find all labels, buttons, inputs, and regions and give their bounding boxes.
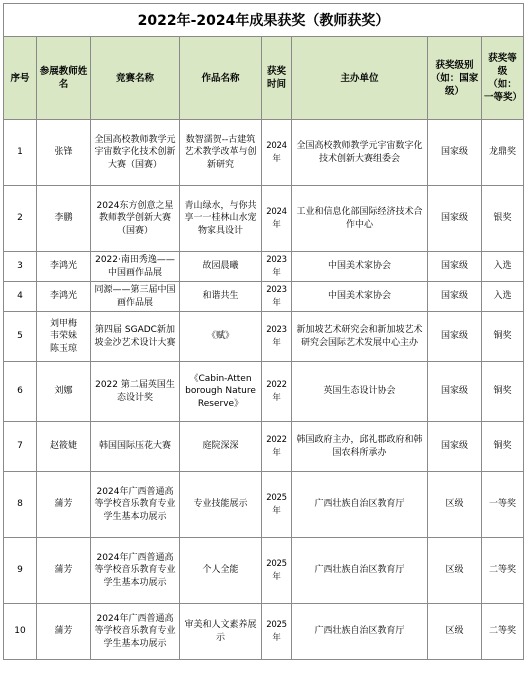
award-year: 2022年 xyxy=(262,362,292,422)
competition-name: 韩国国际压花大赛 xyxy=(91,422,180,472)
competition-name: 2024年广西普通高等学校音乐教育专业学生基本功展示 xyxy=(91,472,180,538)
award-year: 2024年 xyxy=(262,186,292,252)
row-number: 4 xyxy=(4,282,37,312)
award-grade: 二等奖 xyxy=(482,604,524,660)
award-grade: 铜奖 xyxy=(482,422,524,472)
award-level: 国家级 xyxy=(428,186,482,252)
col-header-work: 作品名称 xyxy=(180,37,262,120)
competition-name: 2024年广西普通高等学校音乐教育专业学生基本功展示 xyxy=(91,538,180,604)
award-year: 2025年 xyxy=(262,604,292,660)
competition-name: 2024年广西普通高等学校音乐教育专业学生基本功展示 xyxy=(91,604,180,660)
award-level: 国家级 xyxy=(428,422,482,472)
table-row xyxy=(4,538,524,604)
table-row xyxy=(4,186,524,252)
organizer: 新加坡艺术研究会和新加坡艺术研究会国际艺术发展中心主办 xyxy=(292,312,428,362)
award-grade: 一等奖 xyxy=(482,472,524,538)
organizer: 全国高校教师教学元宇宙数字化技术创新大赛组委会 xyxy=(292,120,428,186)
award-year: 2023年 xyxy=(262,312,292,362)
teacher-name: 李鸿光 xyxy=(37,282,91,312)
table-row xyxy=(4,604,524,660)
organizer: 韩国政府主办，邱礼郡政府和韩国农科所承办 xyxy=(292,422,428,472)
teacher-name: 蒲芳 xyxy=(37,604,91,660)
work-name: 故园晨曦 xyxy=(180,252,262,282)
award-grade: 龙鼎奖 xyxy=(482,120,524,186)
work-name: 个人全能 xyxy=(180,538,262,604)
competition-name: 全国高校教师教学元宇宙数字化技术创新大赛（国赛） xyxy=(91,120,180,186)
work-name: 数智濡贺--古建筑艺术教学改革与创新研究 xyxy=(180,120,262,186)
table-row xyxy=(4,472,524,538)
award-year: 2024年 xyxy=(262,120,292,186)
teacher-name: 李鸿光 xyxy=(37,252,91,282)
competition-name: 2024东方创意之星教师教学创新大赛（国赛） xyxy=(91,186,180,252)
teacher-name: 李鹏 xyxy=(37,186,91,252)
teacher-name: 刘娜 xyxy=(37,362,91,422)
award-grade: 入选 xyxy=(482,252,524,282)
work-name: 《赋》 xyxy=(180,312,262,362)
teacher-name: 张锋 xyxy=(37,120,91,186)
row-number: 2 xyxy=(4,186,37,252)
teacher-name: 蒲芳 xyxy=(37,538,91,604)
competition-name: 2022·南田秀逸——中国画作品展 xyxy=(91,252,180,282)
award-year: 2022年 xyxy=(262,422,292,472)
award-grade: 入选 xyxy=(482,282,524,312)
award-grade: 铜奖 xyxy=(482,312,524,362)
work-name: 青山绿水，与你共享一一桂林山水宠物家具设计 xyxy=(180,186,262,252)
award-level: 国家级 xyxy=(428,282,482,312)
award-grade: 银奖 xyxy=(482,186,524,252)
organizer: 中国美术家协会 xyxy=(292,252,428,282)
organizer: 广西壮族自治区教育厅 xyxy=(292,472,428,538)
table-row xyxy=(4,422,524,472)
work-name: 专业技能展示 xyxy=(180,472,262,538)
col-header-year: 获奖时间 xyxy=(262,37,292,120)
award-level: 区级 xyxy=(428,472,482,538)
work-name: 审美和人文素养展示 xyxy=(180,604,262,660)
organizer: 广西壮族自治区教育厅 xyxy=(292,538,428,604)
table-row xyxy=(4,252,524,282)
row-number: 9 xyxy=(4,538,37,604)
col-header-grade: 获奖等级（如：一等奖） xyxy=(482,37,524,120)
award-level: 国家级 xyxy=(428,362,482,422)
award-level: 国家级 xyxy=(428,252,482,282)
table-row xyxy=(4,312,524,362)
header-row xyxy=(4,37,524,120)
col-header-teacher: 参展教师姓名 xyxy=(37,37,91,120)
teacher-name: 蒲芳 xyxy=(37,472,91,538)
teacher-name: 刘甲梅 韦荣妹 陈玉琼 xyxy=(37,312,91,362)
award-year: 2023年 xyxy=(262,252,292,282)
award-year: 2025年 xyxy=(262,472,292,538)
table-title: 2022年-2024年成果获奖（教师获奖） xyxy=(4,4,524,37)
table-row xyxy=(4,120,524,186)
organizer: 工业和信息化部国际经济技术合作中心 xyxy=(292,186,428,252)
row-number: 10 xyxy=(4,604,37,660)
award-level: 区级 xyxy=(428,604,482,660)
award-level: 区级 xyxy=(428,538,482,604)
award-level: 国家级 xyxy=(428,312,482,362)
teacher-name: 赵筱婕 xyxy=(37,422,91,472)
row-number: 1 xyxy=(4,120,37,186)
competition-name: 同源——第三届中国画作品展 xyxy=(91,282,180,312)
col-header-no: 序号 xyxy=(4,37,37,120)
organizer: 广西壮族自治区教育厅 xyxy=(292,604,428,660)
row-number: 6 xyxy=(4,362,37,422)
competition-name: 第四届 SGADC新加坡金沙艺术设计大赛 xyxy=(91,312,180,362)
organizer: 中国美术家协会 xyxy=(292,282,428,312)
col-header-level: 获奖级别（如：国家级） xyxy=(428,37,482,120)
col-header-organizer: 主办单位 xyxy=(292,37,428,120)
row-number: 5 xyxy=(4,312,37,362)
awards-table xyxy=(3,3,524,660)
row-number: 3 xyxy=(4,252,37,282)
col-header-competition: 竞赛名称 xyxy=(91,37,180,120)
row-number: 8 xyxy=(4,472,37,538)
row-number: 7 xyxy=(4,422,37,472)
organizer: 英国生态设计协会 xyxy=(292,362,428,422)
award-grade: 铜奖 xyxy=(482,362,524,422)
award-year: 2023年 xyxy=(262,282,292,312)
award-year: 2025年 xyxy=(262,538,292,604)
award-grade: 二等奖 xyxy=(482,538,524,604)
table-row xyxy=(4,362,524,422)
work-name: 庭院深深 xyxy=(180,422,262,472)
work-name: 《Cabin-Atten borough Nature Reserve》 xyxy=(180,362,262,422)
award-level: 国家级 xyxy=(428,120,482,186)
competition-name: 2022 第二届英国生态设计奖 xyxy=(91,362,180,422)
work-name: 和谐共生 xyxy=(180,282,262,312)
table-row xyxy=(4,282,524,312)
